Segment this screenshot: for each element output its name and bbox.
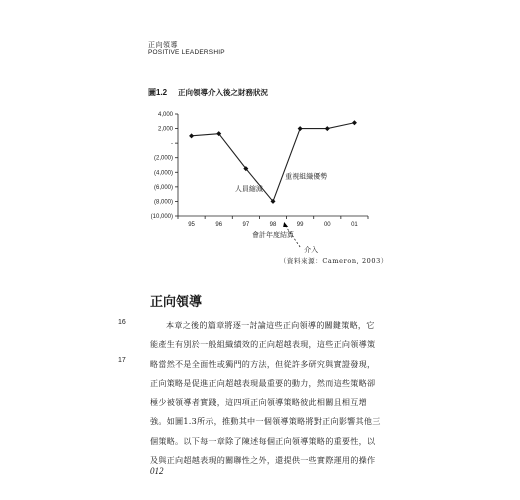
body-text xyxy=(150,316,382,470)
y-tick-label: 4,000 xyxy=(157,112,173,118)
y-tick-label: 2,000 xyxy=(157,126,173,133)
x-tick-label: 00 xyxy=(323,222,331,228)
intervention-arrow-head xyxy=(283,222,288,227)
body-line: 極少被領導者實踐，這四項正向領導策略彼此相關且相互增 xyxy=(150,397,367,408)
y-tick-label: - xyxy=(171,141,173,148)
y-tick-label: (10,000) xyxy=(150,214,173,220)
y-tick-label: (2,000) xyxy=(153,155,173,162)
body-line: 個策略。以下每一章除了陳述每個正向領導策略的重要性，以 xyxy=(150,435,376,446)
figure-number: 圖1.2 xyxy=(148,88,168,97)
figure-title: 正向領導介入後之財務狀況 xyxy=(178,88,268,97)
page-number: 012 xyxy=(150,466,164,476)
margin-note: 16 xyxy=(118,319,126,326)
margin-note: 17 xyxy=(118,357,126,364)
body-line: 強。如圖1.3所示，推動其中一個領導策略將對正向影響其他三 xyxy=(150,416,381,427)
data-point xyxy=(325,126,330,131)
body-line: 及與正向超越表現的關聯性之外，還提供一些實際運用的操作 xyxy=(150,455,376,466)
figure-source: （資料來源：Cameron, 2003） xyxy=(279,257,388,265)
x-tick-label: 97 xyxy=(242,222,250,228)
x-tick-label: 99 xyxy=(296,222,304,228)
annotation-label: 介入 xyxy=(304,247,319,253)
series-line xyxy=(192,123,355,202)
x-tick-label: 95 xyxy=(188,222,195,228)
running-header-title: 正向領導 xyxy=(148,41,178,49)
body-line: 略當然不是全面性或獨門的方法，但從許多研究與實證發現， xyxy=(150,358,376,369)
y-tick-label: (8,000) xyxy=(153,199,173,206)
x-axis-label: 會計年度結算 xyxy=(252,232,294,239)
x-tick-label: 96 xyxy=(215,222,223,228)
body-line: 本章之後的篇章將逐一討論這些正向領導的關鍵策略，它 xyxy=(166,320,375,330)
x-tick-label: 98 xyxy=(269,222,277,228)
annotation-label: 重視組織優勢 xyxy=(285,173,328,181)
running-header-subtitle: POSITIVE LEADERSHIP xyxy=(148,49,225,56)
annotation-label: 人員縮減 xyxy=(234,186,263,194)
y-tick-label: (4,000) xyxy=(153,170,173,177)
financial-line-chart xyxy=(140,108,380,253)
section-title: 正向領導 xyxy=(150,295,203,310)
data-point xyxy=(189,133,194,138)
body-line: 能產生有別於一般組織績效的正向超越表現，這些正向領導策 xyxy=(150,339,376,350)
data-point xyxy=(298,126,303,131)
y-tick-label: (6,000) xyxy=(153,184,173,191)
data-point xyxy=(352,120,357,125)
body-line: 正向策略是促進正向超越表現最重要的動力，然而這些策略卻 xyxy=(150,377,376,388)
x-tick-label: 01 xyxy=(351,222,358,228)
